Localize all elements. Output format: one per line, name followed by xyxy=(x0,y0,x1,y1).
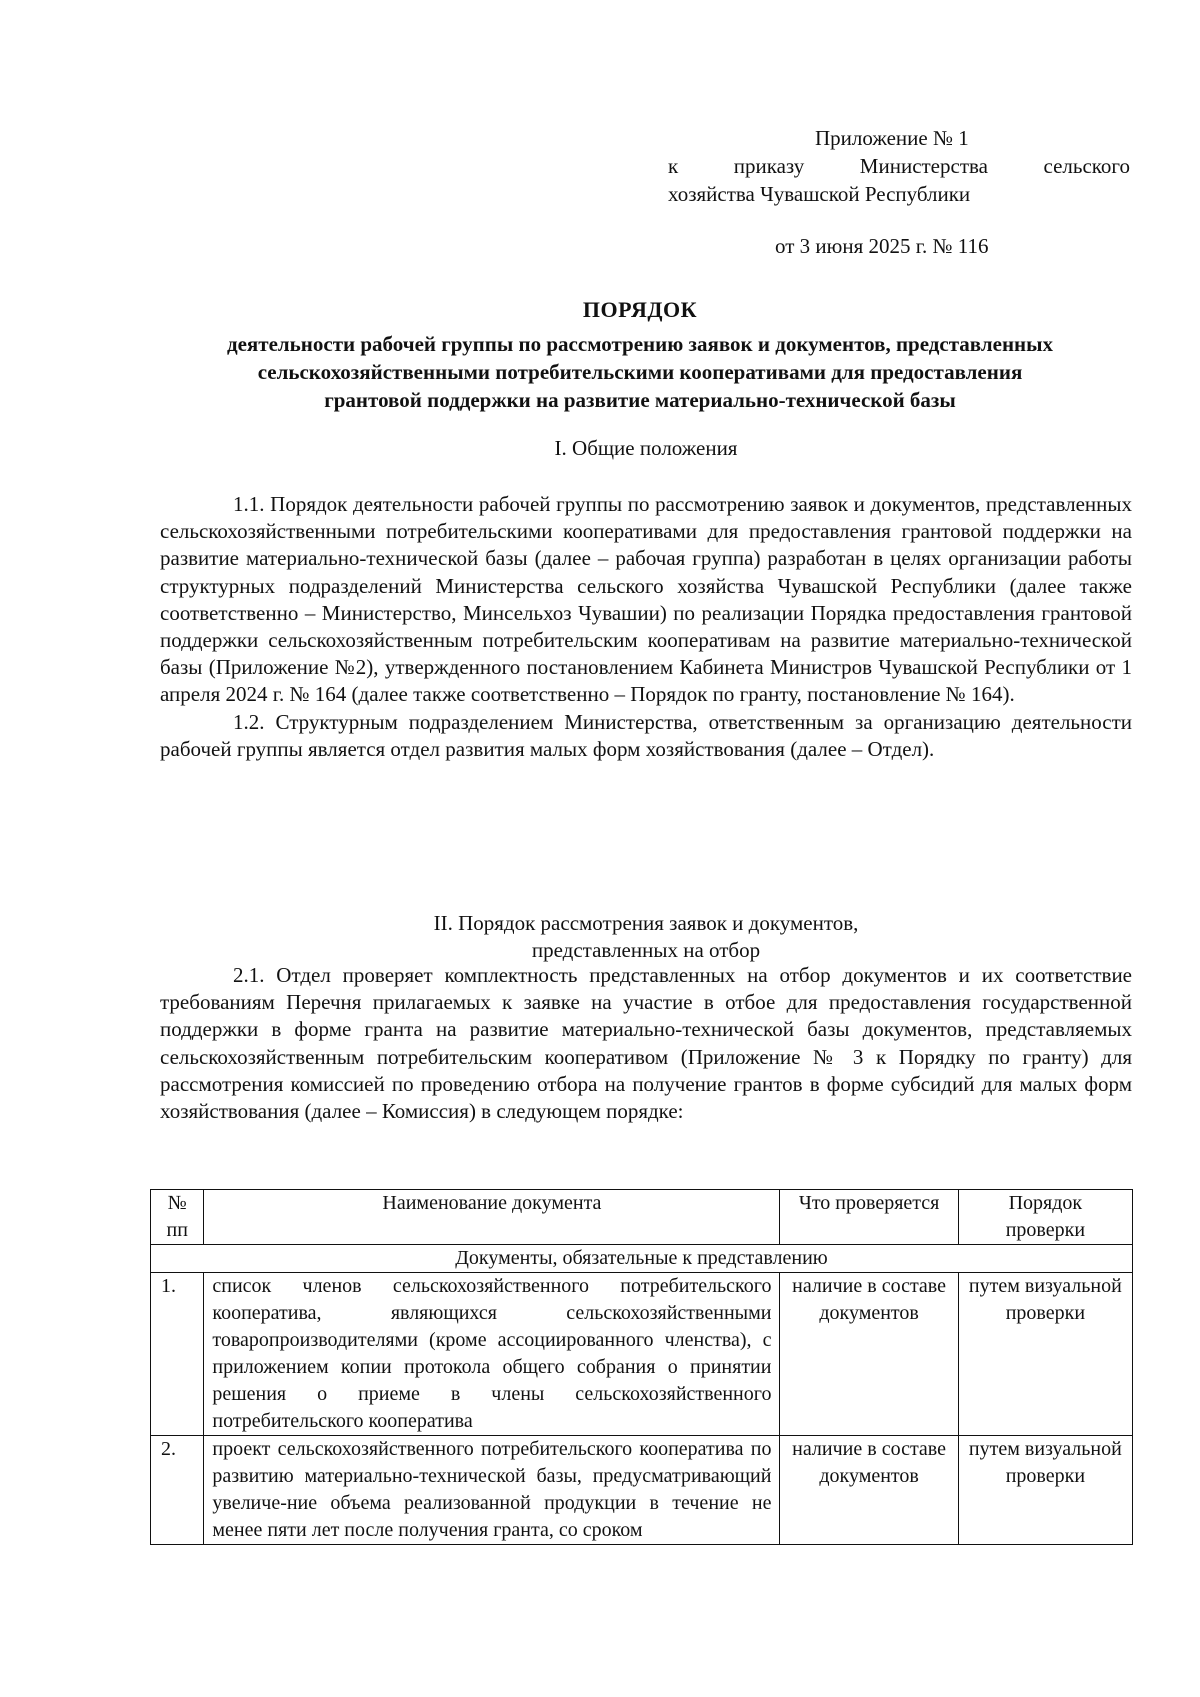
header-how: Порядок проверки xyxy=(958,1190,1132,1245)
section2-heading-line2: представленных на отбор xyxy=(531,938,761,962)
row-how: путем визуальной проверки xyxy=(958,1273,1132,1436)
table-row xyxy=(151,1436,1133,1545)
appendix-ministry: хозяйства Чувашской Республики xyxy=(668,182,971,206)
paragraph-1-2: 1.2. Структурным подразделением Министерства, ответственным за организацию деятельности рабочей группы является отдел развития малых форм хозяйствования (далее – Отдел). xyxy=(160,709,1132,761)
appendix-date: от 3 июня 2025 г. № 116 xyxy=(775,234,989,258)
section1-body xyxy=(160,491,1132,763)
row-name: список членов сельскохозяйственного потребительского кооператива, являющихся сельскохозяйственными товаропроизводителями (кроме ассоциированного членства), с приложением копии протокола общего собрания о принятии решения о приеме в члены сельскохозяйственного потребительского кооператива xyxy=(204,1273,780,1436)
row-how: путем визуальной проверки xyxy=(958,1436,1132,1545)
title-subtitle-line2: сельскохозяйственными потребительскими кооперативами для предоставления xyxy=(257,360,1023,384)
header-name: Наименование документа xyxy=(204,1190,780,1245)
appendix-number: Приложение № 1 xyxy=(815,126,969,150)
section1-heading: I. Общие положения xyxy=(554,436,738,460)
paragraph-2-1: 2.1. Отдел проверяет комплектность представленных на отбор документов и их соответствие требованиям Перечня прилагаемых к заявке на участие в отбое для предоставления государственной поддержки в форме гранта на развитие материально-технической базы документов, представляемых сельскохозяйственным потребительским кооперативом (Приложение № 3 к Порядку по гранту) для рассмотрения комиссией по проведению отбора на получение грантов в форме субсидий для малых форм хозяйствования (далее – Комиссия) в следующем порядке: xyxy=(160,963,1132,1124)
row-name: проект сельскохозяйственного потребительского кооператива по развитию материально-технической базы, предусматривающий увеличе-ние объема реализованной продукции в течение не менее пяти лет после получения гранта, со сроком xyxy=(204,1436,780,1545)
appendix-reference: к приказу Министерства сельского xyxy=(668,154,1130,178)
title-subtitle-line1: деятельности рабочей группы по рассмотрению заявок и документов, представленных xyxy=(226,332,1054,356)
appendix-block xyxy=(668,124,1130,260)
row-num: 2. xyxy=(151,1436,204,1545)
row-num: 1. xyxy=(151,1273,204,1436)
row-what: наличие в составе документов xyxy=(780,1273,958,1436)
table-group-row xyxy=(151,1245,1133,1273)
documents-table xyxy=(150,1189,1133,1545)
header-num: № пп xyxy=(151,1190,204,1245)
table-row xyxy=(151,1273,1133,1436)
title-main: ПОРЯДОК xyxy=(582,297,698,322)
title-subtitle-line3: грантовой поддержки на развитие материально-технической базы xyxy=(324,388,956,412)
paragraph-1-1: 1.1. Порядок деятельности рабочей группы по рассмотрению заявок и документов, представленных сельскохозяйственными потребительскими кооперативами для предоставления грантовой поддержки на развитие материально-технической базы (далее – рабочая группа) разработан в целях организации работы структурных подразделений Министерства сельского хозяйства Чувашской Республики (далее также соответственно – Министерство, Минсельхоз Чувашии) по реализации Порядка предоставления грантовой поддержки сельскохозяйственным потребительским кооперативам на развитие материально-технической базы (Приложение №2), утвержденного постановлением Кабинета Министров Чувашской Республики от 1 апреля 2024 г. № 164 (далее также соответственно – Порядок по гранту, постановление № 164). xyxy=(160,492,1132,707)
section2-heading xyxy=(160,910,1132,964)
section2-heading-line1: II. Порядок рассмотрения заявок и документов, xyxy=(433,911,859,935)
group-label: Документы, обязательные к представлению xyxy=(151,1245,1133,1273)
document-title xyxy=(150,296,1130,414)
table-header-row xyxy=(151,1190,1133,1245)
header-what: Что проверяется xyxy=(780,1190,958,1245)
section2-body xyxy=(160,962,1132,1125)
row-what: наличие в составе документов xyxy=(780,1436,958,1545)
